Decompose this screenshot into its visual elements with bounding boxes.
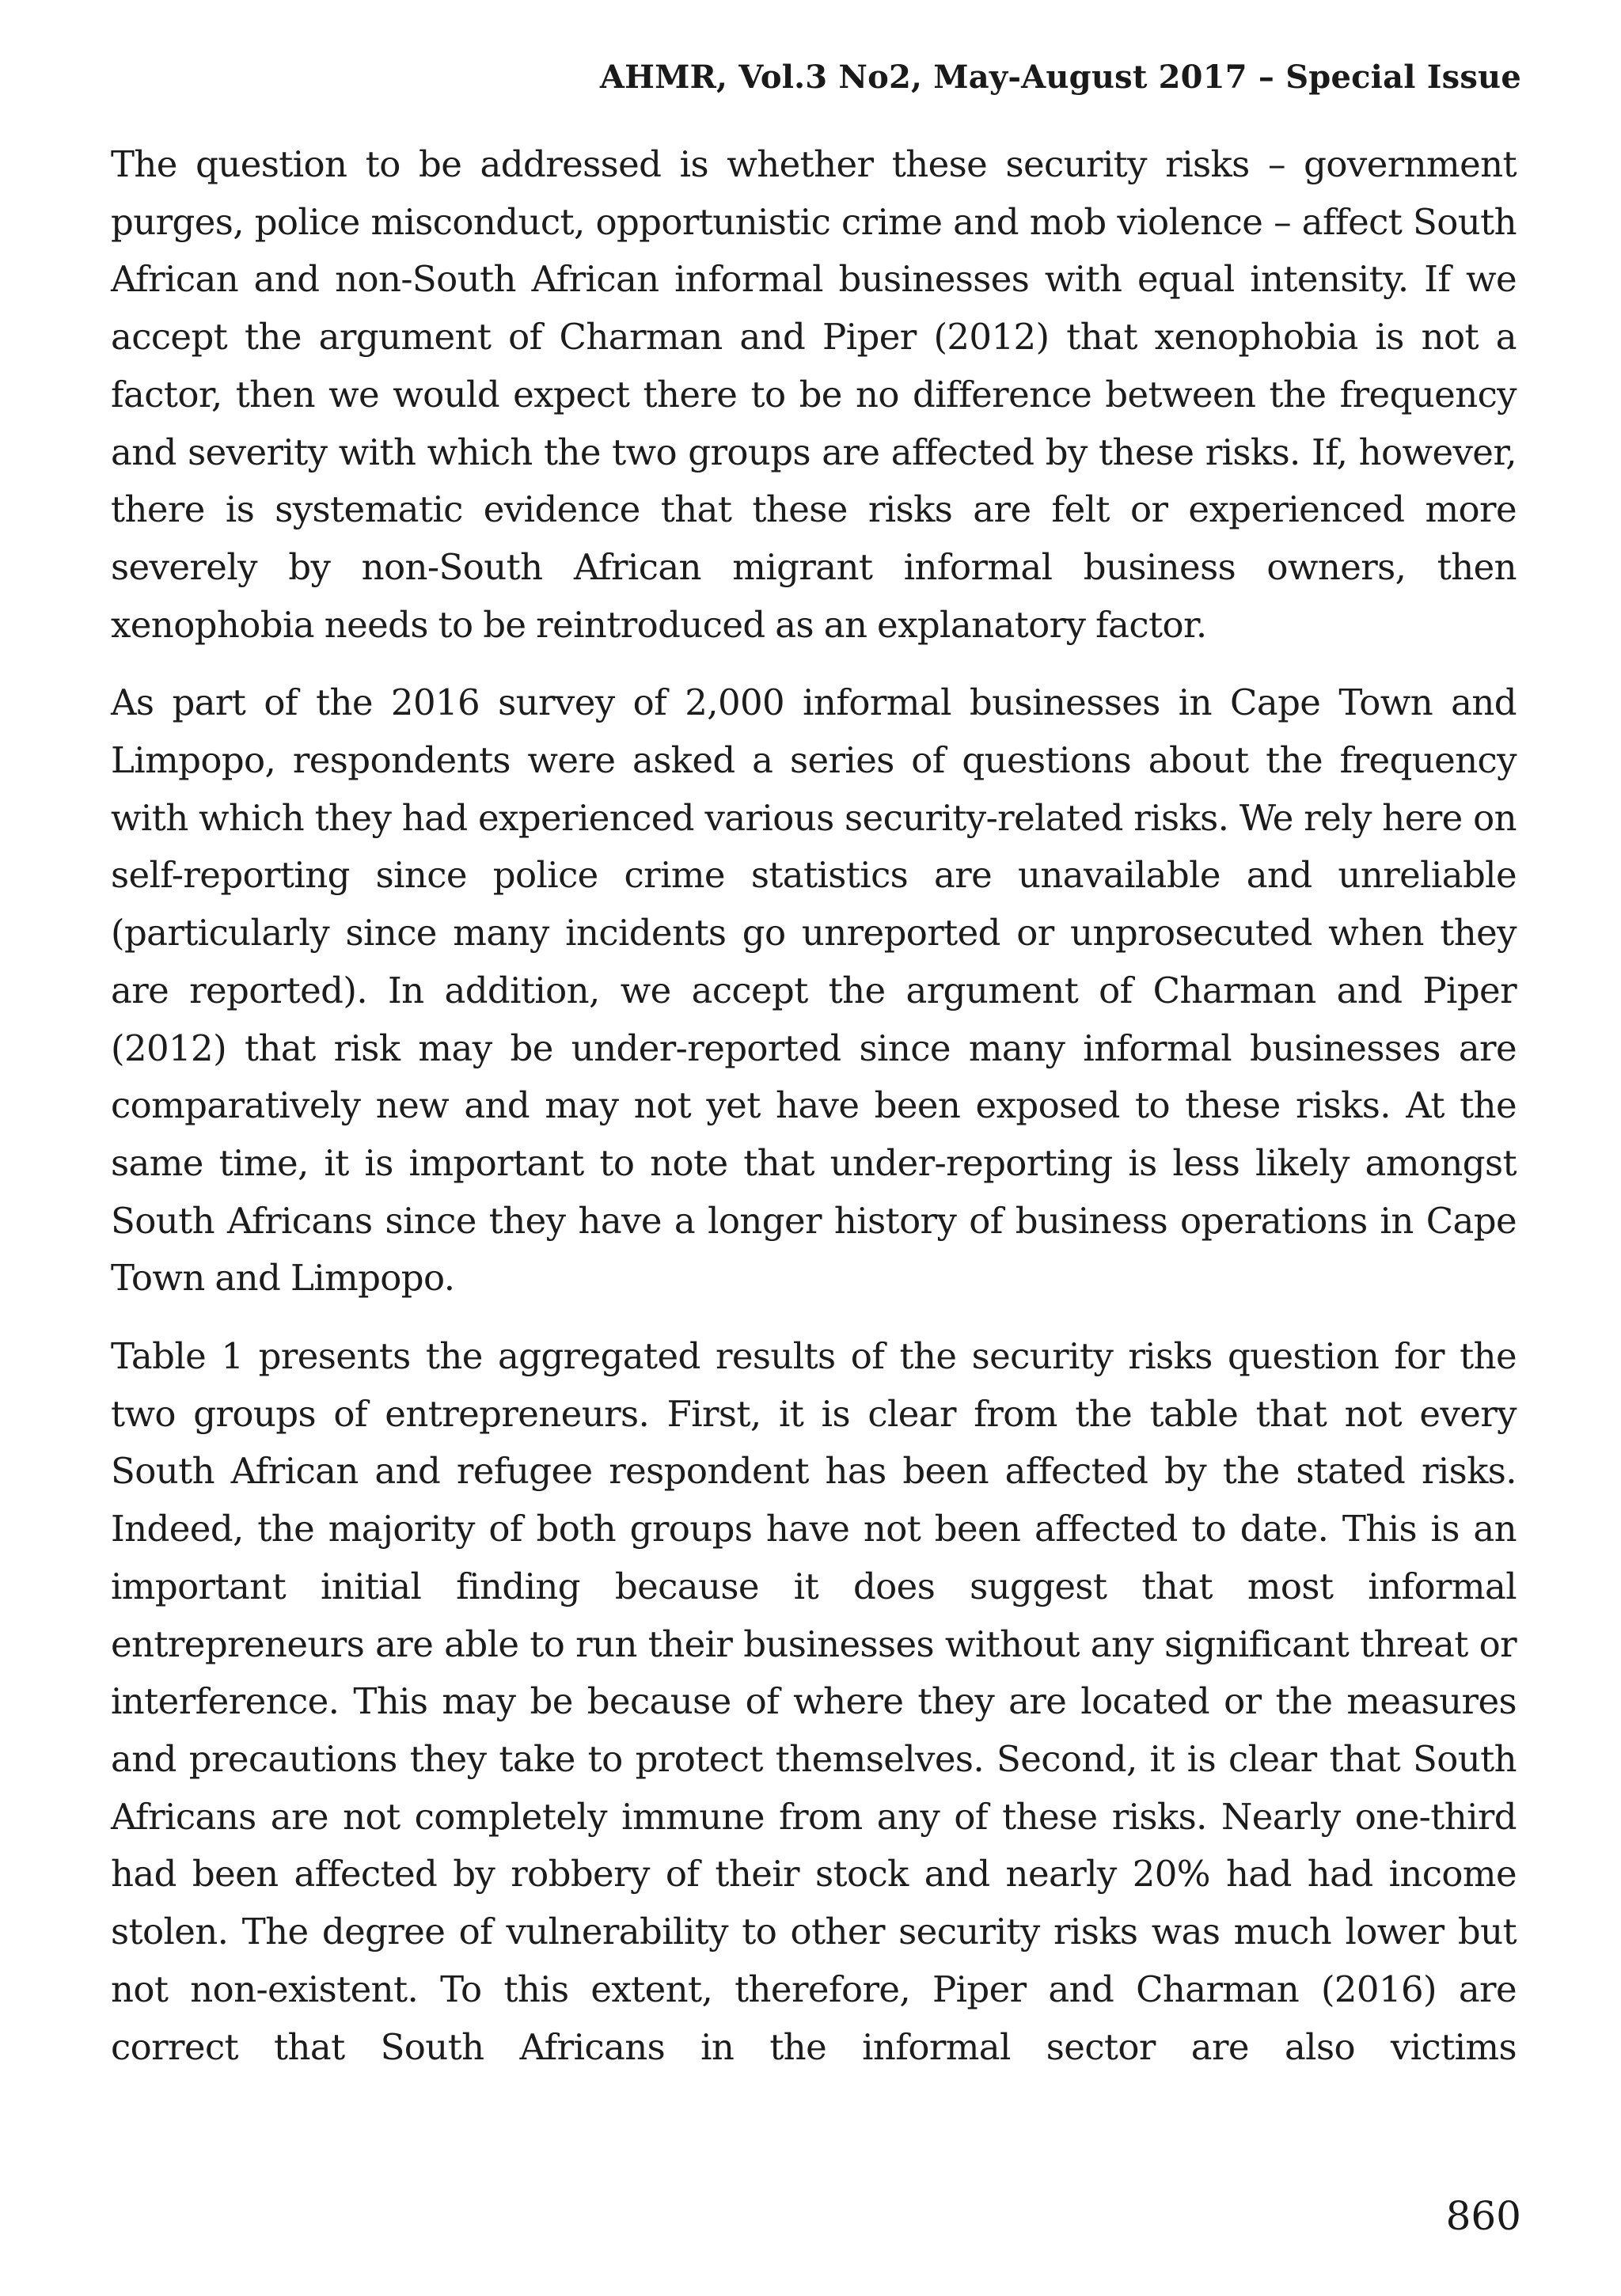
paragraph-research-question: The question to be addressed is whether these security risks – government purges, police misconduct, opportunistic crime and mob violence – affect South African and non-South African informal businesses with equal intensity. If we accept the argument of Charman and Piper (2012) that xenophobia is not a factor, then we would expect there to be no difference between the frequency and severity with which the two groups are affected by these risks. If, however, there is systematic evidence that these risks are felt or experienced more severely by non-South African migrant informal business owners, then xenophobia needs to be reintroduced as an explanatory factor. bbox=[111, 143, 1517, 646]
page-number: 860 bbox=[1445, 2193, 1521, 2239]
paragraph-table-results: Table 1 presents the aggregated results of the security risks question for the two groups of entrepreneurs. First, it is clear from the table that not every South African and refugee respondent has been affected by the stated risks. Indeed, the majority of both groups have not been affected to date. This is an important initial finding because it does suggest that most informal entrepreneurs are able to run their businesses without any significant threat or interference. This may be because of where they are located or the measures and precautions they take to protect themselves. Second, it is clear that South Africans are not completely immune from any of these risks. Nearly one-third had been affected by robbery of their stock and nearly 20% had had income stolen. The degree of vulnerability to other security risks was much lower but not non-existent. To this extent, therefore, Piper and Charman (2016) are correct that South Africans in the informal sector are also victims bbox=[111, 1335, 1517, 2068]
paragraph-survey-method: As part of the 2016 survey of 2,000 informal businesses in Cape Town and Limpopo, respondents were asked a series of questions about the frequency with which they had experienced various security-related risks. We rely here on self-reporting since police crime statistics are unavailable and unreliable (particularly since many incidents go unreported or unprosecuted when they are reported). In addition, we accept the argument of Charman and Piper (2012) that risk may be under-reported since many informal businesses are comparatively new and may not yet have been exposed to these risks. At the same time, it is important to note that under-reporting is less likely amongst South Africans since they have a longer history of business operations in Cape Town and Limpopo. bbox=[111, 681, 1517, 1300]
running-header: AHMR, Vol.3 No2, May-August 2017 – Special Issue bbox=[599, 59, 1521, 96]
body-text bbox=[111, 136, 1517, 2097]
